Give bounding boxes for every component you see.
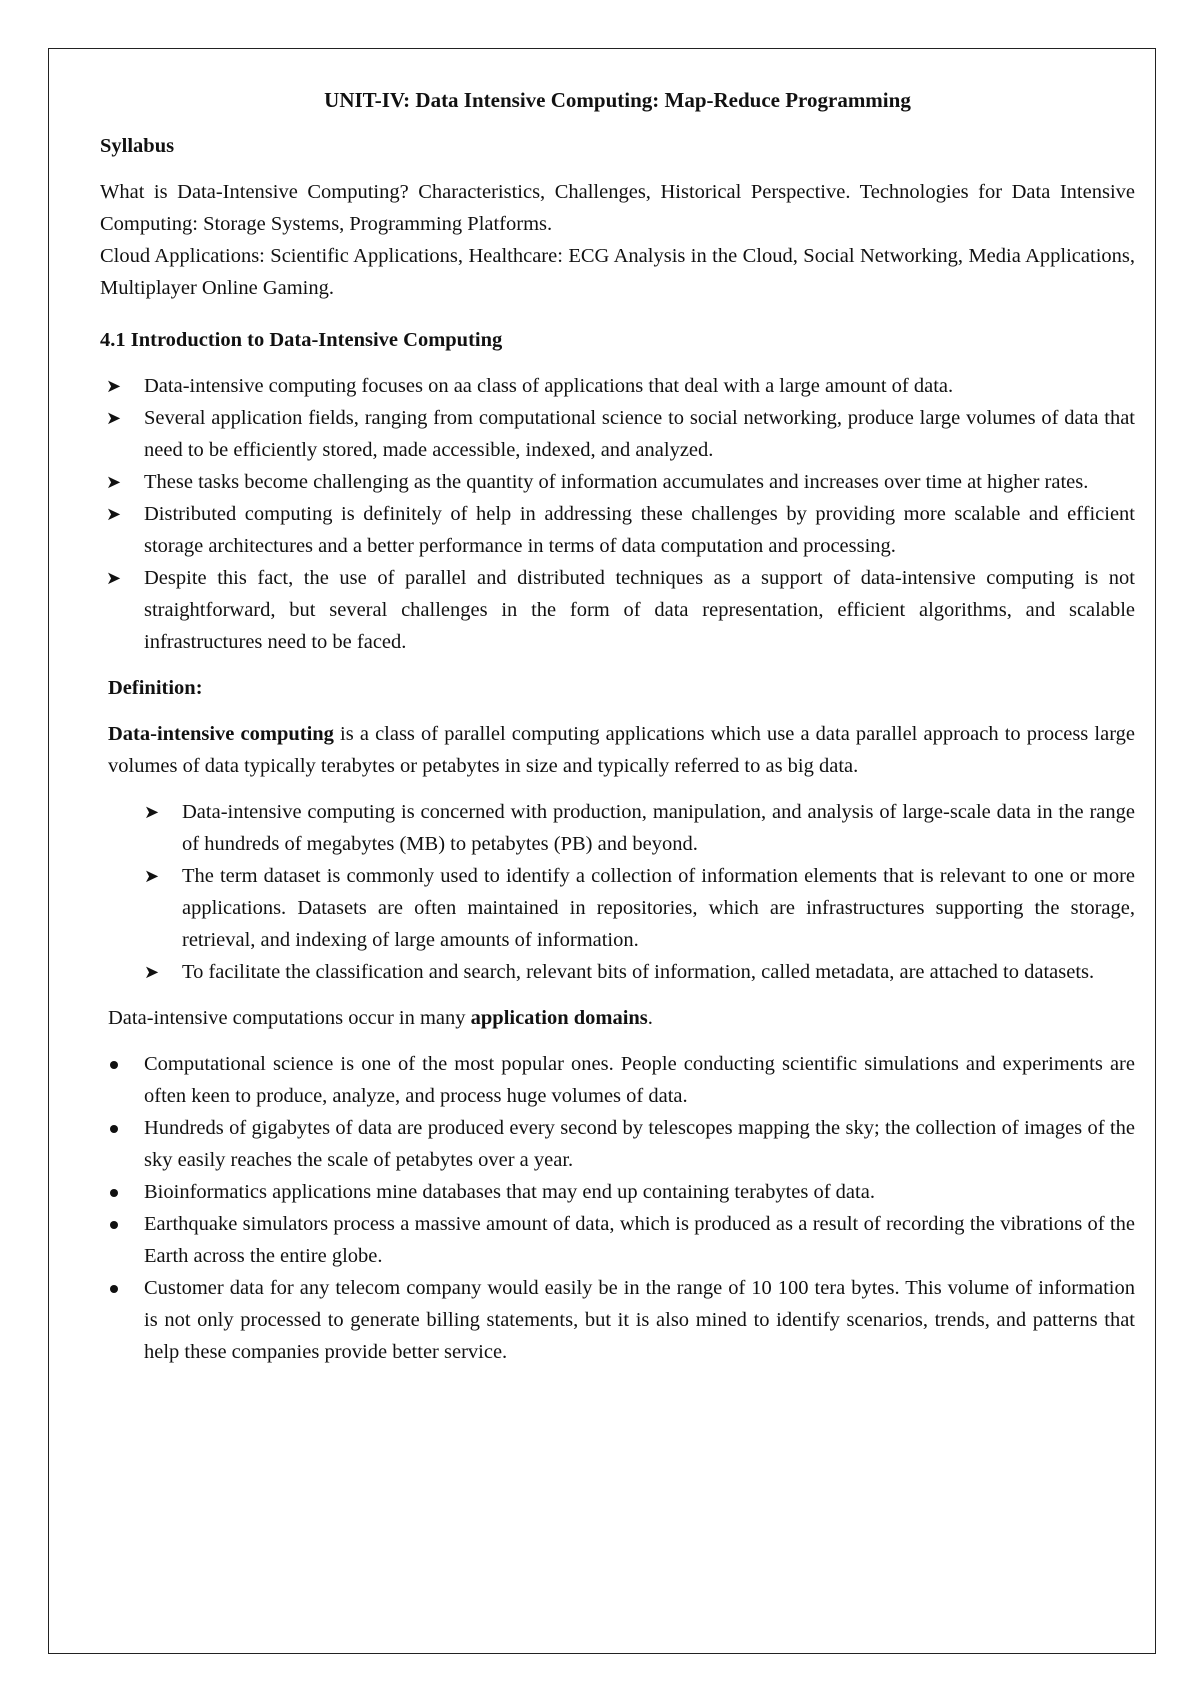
list-item: ➤ Data-intensive computing is concerned with production, manipulation, and analysis of large-scale data in the range of hundreds of megabytes (MB) to petabytes (PB) and beyond.	[100, 796, 1135, 860]
domains-bold-term: application domains	[470, 1007, 648, 1029]
syllabus-line-2: Cloud Applications: Scientific Applications, Healthcare: ECG Analysis in the Cloud, Social Networking, Media Applications, Multiplayer Online Gaming.	[100, 245, 1135, 299]
domains-bullet-list	[100, 1048, 1135, 1368]
arrow-bullet-icon: ➤	[106, 568, 122, 588]
dot-bullet-icon	[110, 1125, 118, 1133]
domains-intro: Data-intensive computations occur in many application domains.	[108, 1007, 653, 1029]
section-heading: 4.1 Introduction to Data-Intensive Computing	[100, 329, 503, 351]
list-item: ➤ Distributed computing is definitely of help in addressing these challenges by providing more scalable and efficient storage architectures and a better performance in terms of data computation and processing.	[100, 498, 1135, 562]
arrow-bullet-icon: ➤	[144, 866, 160, 886]
list-item: Earthquake simulators process a massive amount of data, which is produced as a result of recording the vibrations of the Earth across the entire globe.	[100, 1208, 1135, 1272]
arrow-bullet-icon: ➤	[106, 408, 122, 428]
list-item: ➤ Several application fields, ranging from computational science to social networking, produce large volumes of data that need to be efficiently stored, made accessible, indexed, and analyzed.	[100, 402, 1135, 466]
list-item: Computational science is one of the most popular ones. People conducting scientific simulations and experiments are often keen to produce, analyze, and process huge volumes of data.	[100, 1048, 1135, 1112]
dot-bullet-icon	[110, 1061, 118, 1069]
syllabus-heading: Syllabus	[100, 135, 175, 157]
definition-term: Data-intensive computing	[108, 723, 334, 745]
definition-text: is a class of parallel computing applications which use a data parallel approach to process large volumes of data typically terabytes or petabytes in size and typically referred to as big data.	[108, 723, 1135, 777]
arrow-bullet-icon: ➤	[144, 802, 160, 822]
page-title: UNIT-IV: Data Intensive Computing: Map-Reduce Programming	[324, 88, 911, 112]
document-body	[100, 84, 1135, 1368]
dot-bullet-icon	[110, 1189, 118, 1197]
list-item: Customer data for any telecom company would easily be in the range of 10 100 tera bytes. This volume of information is not only processed to generate billing statements, but it is also mined to identify scenarios, trends, and patterns that help these companies provide better service.	[100, 1272, 1135, 1368]
definition-paragraph	[108, 718, 1135, 782]
list-item: ➤ The term dataset is commonly used to identify a collection of information elements that is relevant to one or more applications. Datasets are often maintained in repositories, which are infrastructures supporting the storage, retrieval, and indexing of large amounts of information.	[100, 860, 1135, 956]
dot-bullet-icon	[110, 1221, 118, 1229]
definition-bullet-list	[100, 796, 1135, 988]
definition-heading: Definition:	[108, 677, 203, 699]
arrow-bullet-icon: ➤	[144, 962, 160, 982]
arrow-bullet-icon: ➤	[106, 376, 122, 396]
list-item: Bioinformatics applications mine databases that may end up containing terabytes of data.	[100, 1176, 1135, 1208]
list-item: Hundreds of gigabytes of data are produced every second by telescopes mapping the sky; the collection of images of the sky easily reaches the scale of petabytes over a year.	[100, 1112, 1135, 1176]
list-item: ➤ These tasks become challenging as the quantity of information accumulates and increases over time at higher rates.	[100, 466, 1135, 498]
list-item: ➤ To facilitate the classification and search, relevant bits of information, called metadata, are attached to datasets.	[100, 956, 1135, 988]
arrow-bullet-icon: ➤	[106, 504, 122, 524]
syllabus-line-1: What is Data-Intensive Computing? Characteristics, Challenges, Historical Perspective. Technologies for Data Intensive Computing: Storage Systems, Programming Platforms.	[100, 181, 1135, 235]
arrow-bullet-icon: ➤	[106, 472, 122, 492]
list-item: ➤ Data-intensive computing focuses on aa class of applications that deal with a large amount of data.	[100, 370, 1135, 402]
syllabus-text	[100, 176, 1135, 304]
intro-bullet-list	[100, 370, 1135, 658]
list-item: ➤ Despite this fact, the use of parallel and distributed techniques as a support of data-intensive computing is not straightforward, but several challenges in the form of data representation, efficient algorithms, and scalable infrastructures need to be faced.	[100, 562, 1135, 658]
dot-bullet-icon	[110, 1285, 118, 1293]
